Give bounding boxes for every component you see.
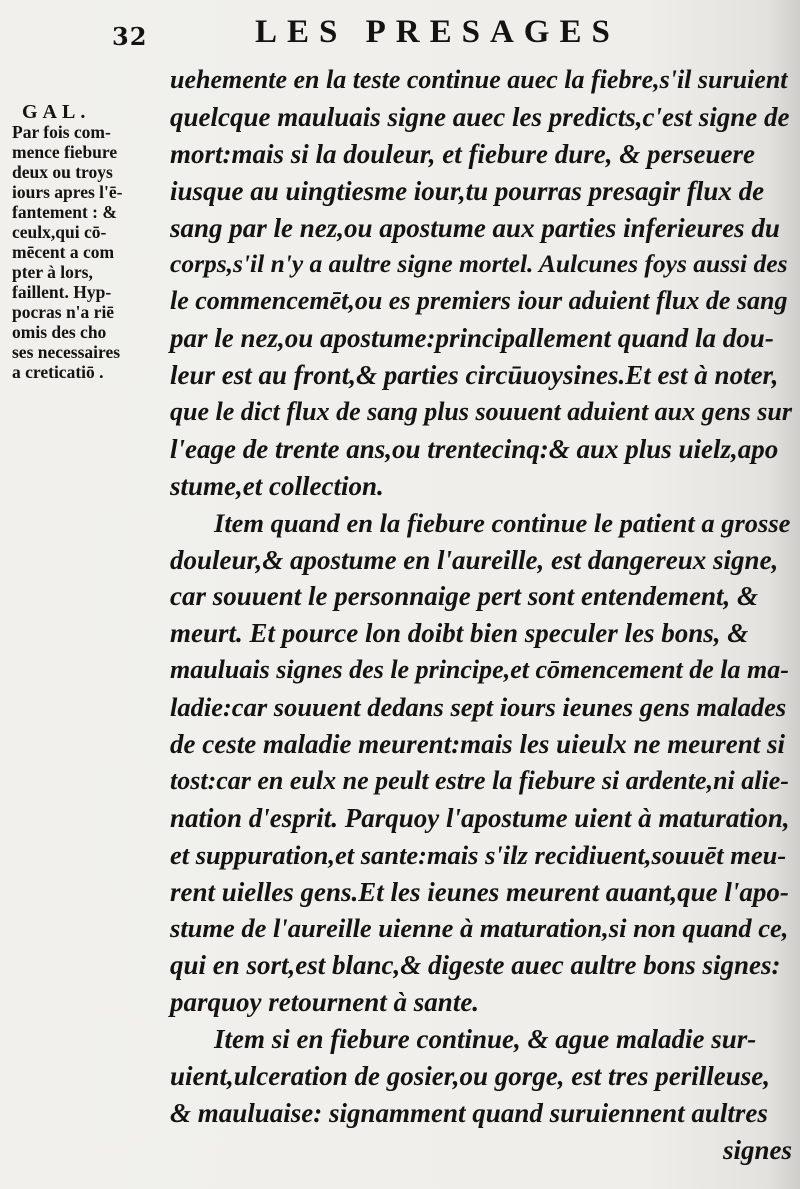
margin-note-line: omis des cho (12, 322, 107, 342)
text-line: meurt. Et pource lon doibt bien speculer les bons, & (170, 618, 749, 649)
text-line: l'eage de trente ans,ou trentecinq:& aux plus uielz,apo (170, 433, 779, 464)
text-line: stume,et collection. (170, 470, 384, 501)
text-line: que le dict flux de sang plus souuent aduient aux gens sur (170, 397, 792, 427)
text-line: par le nez,ou apostume:principallement quand la dou- (170, 323, 774, 354)
text-line: le commencemēt,ou es premiers iour aduient flux de sang (170, 286, 788, 316)
text-line: de ceste maladie meurent:mais les uieulx ne meurent si (170, 729, 785, 760)
margin-note-line: mēcent a com (12, 242, 115, 262)
text-line: corps,s'il n'y a aultre signe mortel. Aulcunes foys aussi des (170, 249, 788, 279)
text-line: nation d'esprit. Parquoy l'apostume uient à maturation, (170, 802, 790, 833)
text-line: & mauluaise: signamment quand suruiennent aultres (170, 1097, 768, 1128)
text-line: uient,ulceration de gosier,ou gorge, est tres perilleuse, (170, 1061, 771, 1092)
text-line: et suppuration,et sante:mais s'ilz recidiuent,souuēt meu- (170, 839, 787, 870)
text-line: sang par le nez,ou apostume aux parties inferieures du (170, 212, 780, 243)
margin-note-line: pocras n'a riē (12, 302, 115, 322)
text-line: uehemente en la teste continue auec la fiebre,s'il suruient (170, 65, 788, 94)
margin-note-line: iours apres l'ē- (12, 182, 123, 202)
margin-note-line: ses necessaires (12, 342, 121, 362)
text-line: qui en sort,est blanc,& digeste auec aultre bons signes: (170, 950, 781, 981)
text-line: Item si en fiebure continue, & ague maladie sur- (214, 1024, 757, 1055)
margin-note-line: Par fois com- (12, 122, 111, 142)
margin-note-line: fantement : & (12, 202, 117, 222)
text-line: douleur,& apostume en l'aureille, est dangereux signe, (170, 544, 779, 575)
text-line: parquoy retournent à sante. (170, 987, 480, 1018)
margin-note-line: a creticatiō . (12, 362, 104, 382)
running-title: LES PRESAGES (255, 14, 620, 50)
margin-note-line: ceulx,qui cō- (12, 222, 107, 242)
text-line: mauluais signes des le principe,et cōmencement de la ma- (170, 655, 789, 685)
margin-note-line: pter à lors, (12, 262, 93, 282)
text-line: iusque au uingtiesme iour,tu pourras presagir flux de (170, 175, 765, 206)
catchword: signes (722, 1134, 792, 1165)
margin-note-line: GAL. (22, 101, 91, 123)
margin-note-line: mence fiebure (12, 142, 118, 162)
margin-note-line: deux ou troys (12, 162, 113, 182)
page-number: 32 (112, 22, 148, 51)
margin-note-line: faillent. Hyp- (12, 282, 112, 302)
marginal-note (12, 102, 162, 382)
text-line: rent uielles gens.Et les ieunes meurent auant,que l'apo- (170, 876, 789, 907)
text-line: ladie:car souuent dedans sept iours ieunes gens malades (170, 692, 787, 723)
text-line: mort:mais si la douleur, et fiebure dure, & perseuere (170, 138, 756, 169)
text-line: Item quand en la fiebure continue le patient a grosse (214, 507, 791, 538)
text-line: quelcque mauluais signe auec les predicts,c'est signe de (170, 101, 790, 132)
text-line: stume de l'aureille uienne à maturation,si non quand ce, (170, 913, 789, 944)
text-line: car souuent le personnaige pert sont entendement, & (170, 581, 759, 612)
text-line: tost:car en eulx ne peult estre la fiebure si ardente,ni alie- (170, 765, 789, 795)
text-line: leur est au front,& parties circūuoysines.Et est à noter, (170, 360, 779, 391)
main-text (170, 62, 792, 1169)
